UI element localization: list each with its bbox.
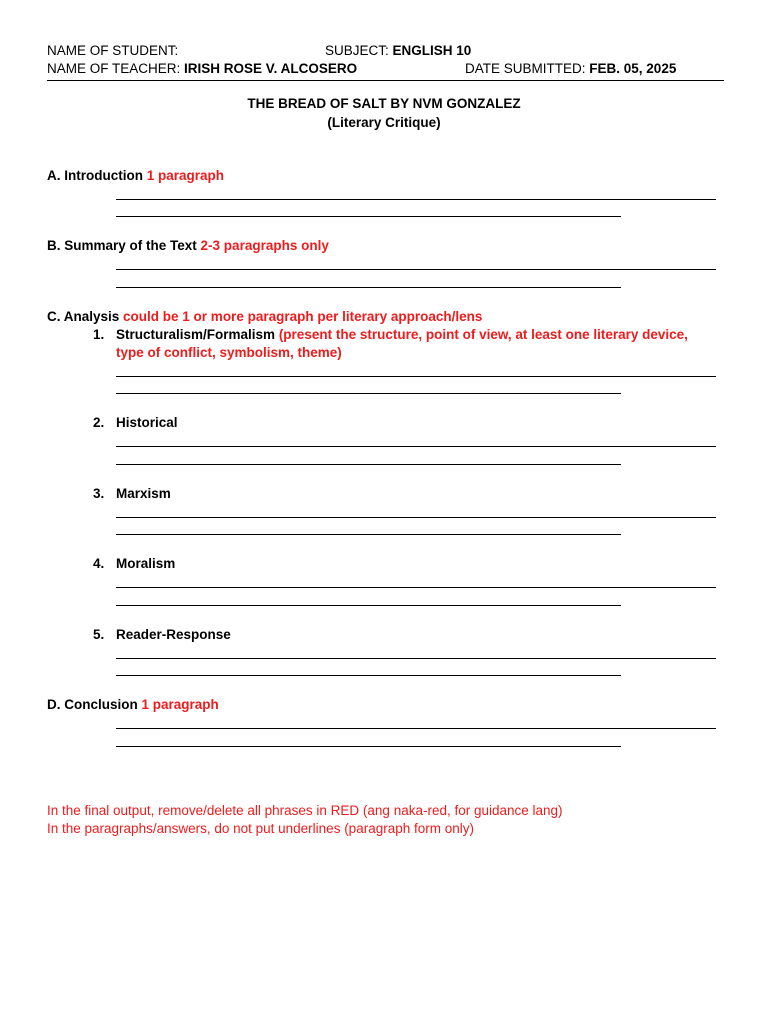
answer-line[interactable] [116, 658, 716, 659]
section-analysis-note: could be 1 or more paragraph per literary approach/lens [123, 309, 483, 324]
answer-line[interactable] [116, 464, 621, 465]
subject-field [325, 43, 471, 59]
answer-line[interactable] [116, 393, 621, 394]
analysis-item-number: 5. [93, 627, 105, 642]
section-introduction-label: A. Introduction [47, 168, 143, 183]
analysis-item-number: 2. [93, 415, 105, 430]
analysis-item-note-continued: type of conflict, symbolism, theme) [116, 345, 342, 360]
analysis-item-number: 3. [93, 486, 105, 501]
answer-line[interactable] [116, 287, 621, 288]
section-introduction [47, 168, 224, 184]
answer-line[interactable] [116, 199, 716, 200]
document-title: THE BREAD OF SALT BY NVM GONZALEZ [247, 96, 521, 111]
subject-label: SUBJECT: [325, 43, 389, 58]
section-conclusion-label: D. Conclusion [47, 697, 138, 712]
date-label: DATE SUBMITTED: [465, 61, 586, 76]
header-rule [47, 80, 724, 81]
analysis-item-marxism: Marxism [116, 486, 171, 501]
answer-line[interactable] [116, 269, 716, 270]
analysis-item-historical: Historical [116, 415, 178, 430]
answer-line[interactable] [116, 216, 621, 217]
section-analysis-label: C. Analysis [47, 309, 120, 324]
teacher-label: NAME OF TEACHER: [47, 61, 181, 76]
analysis-item-structuralism [116, 327, 688, 343]
date-field [465, 61, 676, 77]
analysis-item-moralism: Moralism [116, 556, 176, 571]
answer-line[interactable] [116, 534, 621, 535]
answer-line[interactable] [116, 587, 716, 588]
section-conclusion-note: 1 paragraph [141, 697, 219, 712]
answer-line[interactable] [116, 746, 621, 747]
analysis-item-reader-response: Reader-Response [116, 627, 231, 642]
analysis-item-label: Structuralism/Formalism [116, 327, 276, 342]
section-introduction-note: 1 paragraph [146, 168, 225, 183]
student-name-label: NAME OF STUDENT: [47, 43, 179, 58]
document-subtitle: (Literary Critique) [327, 115, 441, 130]
section-summary [47, 238, 329, 254]
answer-line[interactable] [116, 605, 621, 606]
section-conclusion [47, 697, 219, 713]
answer-line[interactable] [116, 728, 716, 729]
analysis-item-number: 1. [93, 327, 105, 342]
answer-line[interactable] [116, 376, 716, 377]
answer-line[interactable] [116, 446, 716, 447]
date-value: FEB. 05, 2025 [589, 61, 677, 76]
teacher-field [47, 61, 357, 77]
teacher-value: IRISH ROSE V. ALCOSERO [184, 61, 358, 76]
guidance-note: In the final output, remove/delete all phrases in RED (ang naka-red, for guidance lang) [47, 803, 563, 818]
answer-line[interactable] [116, 517, 716, 518]
analysis-item-number: 4. [93, 556, 105, 571]
section-analysis [47, 309, 482, 325]
analysis-item-note: (present the structure, point of view, at least one literary device, [278, 327, 688, 342]
answer-line[interactable] [116, 675, 621, 676]
subject-value: ENGLISH 10 [392, 43, 472, 58]
section-summary-label: B. Summary of the Text [47, 238, 197, 253]
guidance-note: In the paragraphs/answers, do not put underlines (paragraph form only) [47, 821, 474, 836]
section-summary-note: 2-3 paragraphs only [200, 238, 329, 253]
